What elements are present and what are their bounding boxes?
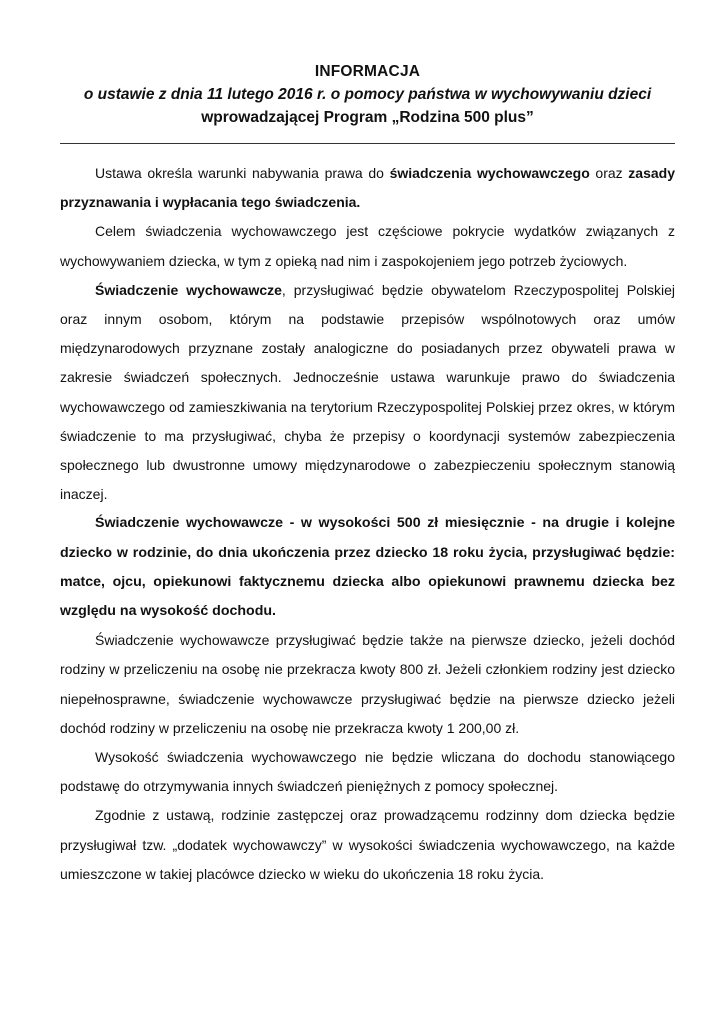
document-title: INFORMACJA bbox=[314, 63, 421, 80]
document-subtitle: o ustawie z dnia 11 lutego 2016 r. o pomocy państwa w wychowywaniu dzieci bbox=[83, 86, 652, 103]
document-subtitle-program: wprowadzającej Program „Rodzina 500 plus” bbox=[201, 109, 534, 126]
document-header bbox=[60, 60, 675, 130]
paragraph-5: Świadczenie wychowawcze przysługiwać będzie także na pierwsze dziecko, jeżeli dochód rodziny w przeliczeniu na osobę nie przekracza kwoty 800 zł. Jeżeli członkiem rodziny jest dziecko niepełnosprawne, świadczenie wychowawcze przysługiwać będzie na pierwsze dziecko jeżeli dochód rodziny w przeliczeniu na osobę nie przekracza kwoty 1 200,00 zł. bbox=[60, 632, 675, 736]
paragraph-3-bold: Świadczenie wychowawcze bbox=[95, 281, 282, 298]
paragraph-3-text: , przysługiwać będzie obywatelom Rzeczypospolitej Polskiej oraz innym osobom, którym na podstawie przepisów wspólnotowych oraz umów międzynarodowych przyznane zostały analogiczne do posiadanych przez obywateli prawa w zakresie świadczeń społecznych. Jednocześnie ustawa warunkuje prawo do świadczenia wychowawczego od zamieszkiwania na terytorium Rzeczypospolitej Polskiej przez okres, w którym świadczenie to ma przysługiwać, chyba że przepisy o koordynacji systemów zabezpieczenia społecznego lub dwustronne umowy międzynarodowe o zabezpieczeniu społecznym stanowią inaczej. bbox=[60, 281, 675, 503]
paragraph-2: Celem świadczenia wychowawczego jest częściowe pokrycie wydatków związanych z wychowywaniem dziecka, w tym z opieką nad nim i zaspokojeniem jego potrzeb życiowych. bbox=[60, 223, 675, 269]
paragraph-3 bbox=[60, 276, 675, 510]
header-divider bbox=[60, 143, 675, 144]
paragraph-7: Zgodnie z ustawą, rodzinie zastępczej oraz prowadzącemu rodzinny dom dziecka będzie przysługiwał tzw. „dodatek wychowawczy” w wysokości świadczenia wychowawczego, na każde umieszczone w takiej placówce dziecko w wieku do ukończenia 18 roku życia. bbox=[60, 807, 675, 882]
paragraph-6: Wysokość świadczenia wychowawczego nie będzie wliczana do dochodu stanowiącego podstawę do otrzymywania innych świadczeń pieniężnych z pomocy społecznej. bbox=[60, 749, 675, 795]
paragraph-1-bold-b: zasady przyznawania i wypłacania tego świadczenia. bbox=[60, 165, 675, 211]
paragraph-1-bold-a: świadczenia wychowawczego bbox=[389, 165, 590, 181]
paragraph-1-text-b: oraz bbox=[589, 165, 629, 181]
document-body bbox=[60, 159, 675, 889]
paragraph-4: Świadczenie wychowawcze - w wysokości 500 zł miesięcznie - na drugie i kolejne dziecko w rodzinie, do dnia ukończenia przez dziecko 18 roku życia, przysługiwać będzie: matce, ojcu, opiekunowi faktycznemu dziecka albo opiekunowi prawnemu dziecka bez względu na wysokość dochodu. bbox=[60, 515, 675, 620]
paragraph-1 bbox=[60, 159, 675, 217]
paragraph-1-text-a: Ustawa określa warunki nabywania prawa do bbox=[95, 165, 390, 181]
